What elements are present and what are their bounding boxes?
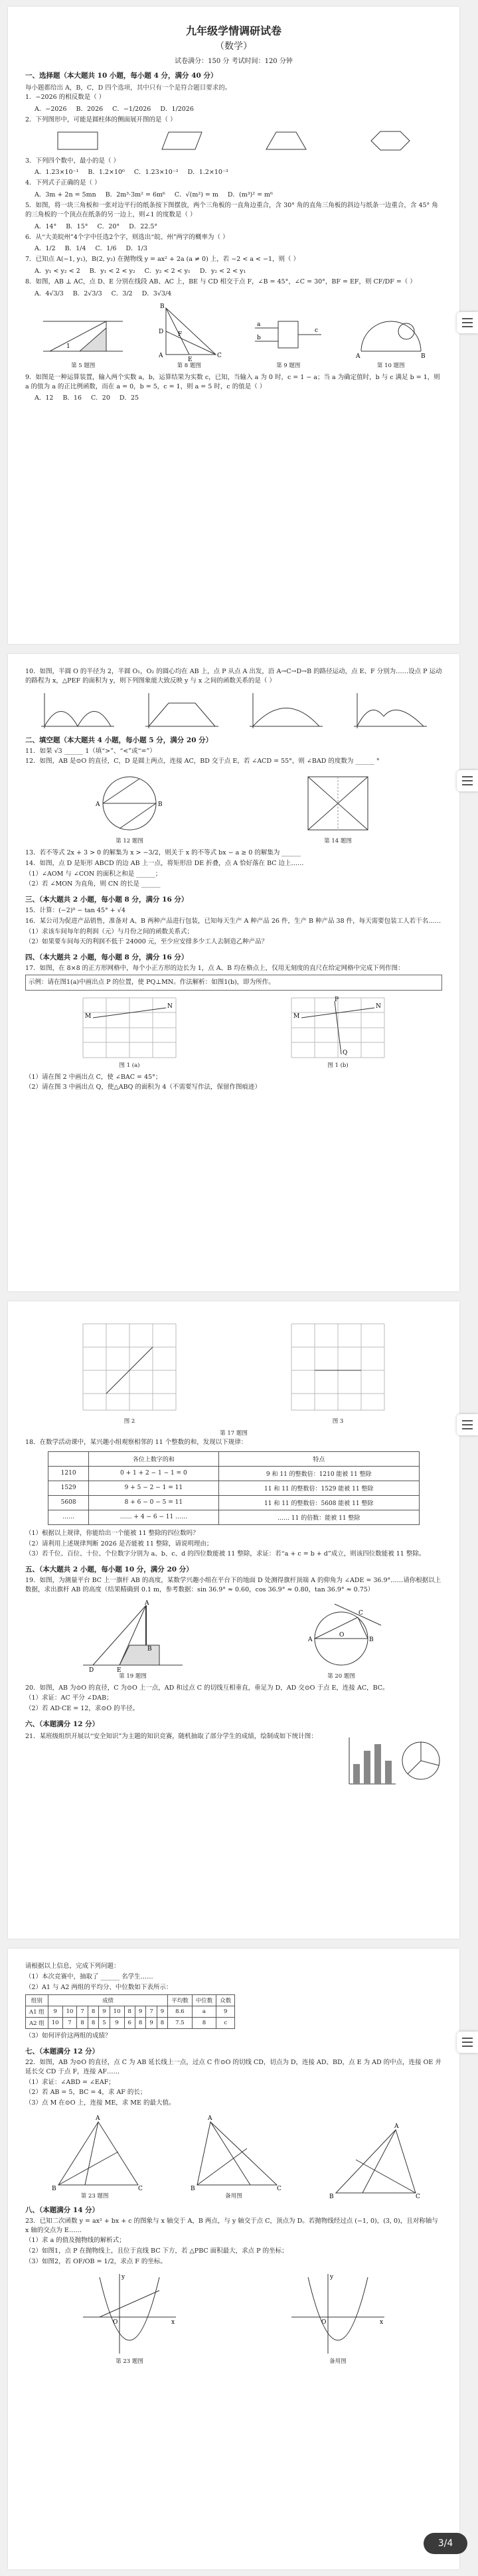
option: C．1.23×10⁻² — [133, 169, 179, 177]
svg-text:M: M — [85, 1012, 92, 1020]
semicircle-diagram — [355, 308, 428, 361]
question-6-options — [35, 243, 442, 252]
question-17-grids — [25, 1317, 442, 1425]
svg-text:B: B — [51, 2185, 56, 2192]
geometry-diagram — [45, 2112, 145, 2192]
table-cell: 8 — [192, 2018, 216, 2029]
svg-text:O: O — [113, 2318, 118, 2326]
question-4-options — [35, 189, 442, 199]
figure-1b — [288, 995, 388, 1069]
svg-text:B: B — [420, 353, 426, 360]
figure-caption: 第 5 题图 — [71, 362, 96, 369]
table-header-cell — [48, 1451, 89, 1466]
option: B．2√3/3 — [72, 289, 102, 297]
svg-text:D: D — [158, 328, 163, 335]
question-18-part-1: （1）根据以上规律，你能给出一个能被 11 整除的四位数吗？ — [25, 1529, 199, 1537]
table-cell: 7 — [62, 2018, 77, 2029]
exam-title: 九年级学情调研试卷 — [185, 25, 281, 37]
table-header-cell: 平均数 — [168, 1995, 193, 2006]
grid-diagram — [288, 995, 388, 1061]
table-cell: 7 — [77, 2006, 88, 2018]
question-9: 9．如图是一种运算装置，输入两个实数 a，b，运算结果为实数 c，已知，当输入 a 为 0 时，c = 1 − a；当 a 为确定值时，b 与 c 满足 b = 1，则 a 的值为 a 的正比例函数，而在 a = 0，b = 5，c = 1，则 a = 5 时，c 的值是（ ） — [25, 373, 440, 390]
hamburger-menu-icon — [462, 1424, 473, 1425]
question-18-part-2: （2）请利用上述规律判断 2026 是否能被 11 整除，请说明理由； — [25, 1540, 213, 1548]
section-4-heading: 四、（本大题共 2 小题，每小题 8 分，满分 16 分） — [25, 953, 189, 962]
question-18-table — [48, 1451, 420, 1525]
svg-text:E: E — [187, 356, 193, 361]
table-row — [48, 1495, 420, 1510]
question-23-part-2: （2）如图1，点 P 在抛物线上，且位于直线 BC 下方，若 △PBC 面积最大，求点 P 的坐标； — [25, 2247, 288, 2255]
page-2 — [8, 654, 459, 1291]
question-21-continued: 请根据以上信息，完成下列问题： — [25, 1963, 120, 1970]
triangle-diagram — [156, 301, 222, 361]
table-cell: 9 — [146, 2018, 157, 2029]
option: A．1/2 — [35, 245, 56, 253]
question-16-part-2: （2）如果要车间每天的利润不低于 24000 元，至少应安排多少工人去制造乙种产品？ — [25, 938, 268, 946]
table-row — [48, 1510, 420, 1524]
table-cell: 9 — [48, 2006, 62, 2018]
svg-text:y: y — [121, 2273, 125, 2281]
svg-text:O: O — [339, 1631, 345, 1639]
question-21-table — [25, 1994, 235, 2029]
table-cell: 7.5 — [168, 2018, 193, 2029]
table-cell: c — [216, 2018, 235, 2029]
question-21-part-3: （3）如何评价这两组的成绩？ — [25, 2032, 112, 2040]
page-1-figures — [25, 301, 442, 369]
svg-text:A: A — [207, 2115, 212, 2122]
figure-caption: 图 2 — [123, 1418, 135, 1425]
flagpole-diagram — [80, 1599, 186, 1672]
question-6: 6．从“大美皖州”4个字中任选2个字，则选出“皖、州”两字的概率为（ ） — [25, 233, 229, 241]
section-1-heading: 一、选择题（本大题共 10 小题，每小题 4 分，满分 40 分） — [25, 72, 218, 80]
question-15: 15．计算：(−2)⁰ − tan 45° + √4 — [25, 907, 125, 915]
grid-diagram — [285, 1317, 391, 1417]
question-16: 16．某公司为促进产品销售，准备对 A、B 两种产品进行包装，已知每天生产 A 种产品 26 件，生产 B 种产品 38 件，每天需要包装工人若干名…… — [25, 917, 441, 925]
svg-text:y: y — [330, 2273, 334, 2281]
figure-caption: 第 14 题图 — [324, 838, 352, 845]
question-23-part-3: （3）如图2，若 OF/OB = 1/2，求点 F 的坐标。 — [25, 2257, 167, 2265]
question-14-part-1: （1）∠AOM 与 ∠CON 的面积之和是 ______； — [25, 870, 162, 878]
section-2-heading: 二、填空题（本大题共 4 小题，每小题 5 分，满分 20 分） — [25, 736, 213, 744]
option: A．12 — [35, 394, 54, 402]
figure-caption: 第 23 题图 — [80, 2192, 109, 2200]
hexagon-shape — [367, 129, 414, 153]
page-indicator[interactable]: 3/4 — [424, 2533, 467, 2554]
svg-text:C: C — [416, 2193, 421, 2200]
figure-caption: 图 1 (b) — [327, 1062, 349, 1069]
option: C．20 — [91, 394, 110, 402]
figure-caption: 第 19 题图 — [119, 1672, 147, 1680]
table-cell: 8.6 — [168, 2006, 193, 2018]
svg-text:A: A — [145, 1599, 149, 1607]
question-22-part-2: （2）若 AB = 5，BC = 4，求 AF 的长； — [25, 2089, 147, 2097]
svg-text:N: N — [376, 1003, 381, 1010]
section-5-heading: 五、（本大题共 2 小题，每小题 10 分，满分 20 分） — [25, 1566, 193, 1574]
circle-diagram — [93, 770, 166, 837]
question-23-figures — [25, 2271, 442, 2365]
option: B．y₁ < 2 < y₂ — [89, 268, 135, 276]
svg-text:x: x — [380, 2318, 384, 2326]
parabola-graph — [80, 2271, 179, 2357]
question-13: 13．若不等式 2x + 3 > 0 的解集为 x > −3/2，则关于 x 的不等式 bx − a ≥ 0 的解集为 ______ — [25, 849, 301, 857]
question-17-example-box: 示例：请在图1(a)中画出点 P 的位置，使 PQ⊥MN。作法解析：如图1(b)，即为所作。 — [25, 975, 442, 991]
option: B．1.2×10⁰ — [88, 169, 125, 177]
question-14-part-2: （2）若 ∠MON 为直角，则 CN 的长是 ______ — [25, 880, 161, 888]
statistics-charts-graphic — [343, 1731, 442, 1791]
question-2-figures — [25, 129, 442, 153]
geometry-diagram — [323, 2120, 422, 2200]
grid-diagram — [76, 1317, 183, 1417]
option: A．y₁ < y₂ < 2 — [35, 268, 80, 276]
question-21-block — [25, 1731, 442, 1791]
option: C．20° — [97, 222, 120, 230]
figure-23-spare — [288, 2271, 388, 2365]
question-4: 4．下列式子正确的是（ ） — [25, 179, 101, 187]
hamburger-menu-icon — [462, 2042, 473, 2043]
hamburger-menu-icon — [462, 1420, 473, 1421]
table-cell: …… + 4 − 6 − 11 …… — [89, 1510, 218, 1524]
question-7-options — [35, 266, 442, 275]
question-5: 5．如图，将一块三角板和一张对边平行的纸条按下图摆放，两个三角板的一直角边重合，含 30° 角的直角三角板的斜边与纸条一边重合，含 45° 角的三角板的一个顶点在纸条的另一边上，则∠1 的度数是（ ） — [25, 202, 438, 218]
machine-diagram — [252, 308, 325, 361]
option: D．1/2026 — [160, 105, 194, 113]
svg-text:B: B — [329, 2193, 334, 2200]
svg-text:N: N — [167, 1003, 173, 1010]
question-11: 11．如果 √3 ______ 1（填“>”、“<”或“=”） — [25, 747, 156, 755]
hamburger-menu-icon — [462, 776, 473, 777]
side-menu-tab-2[interactable] — [457, 770, 478, 791]
table-cell: 9 — [99, 2006, 110, 2018]
hamburger-menu-icon — [462, 784, 473, 785]
figure-q5 — [40, 308, 126, 369]
page-1 — [8, 7, 459, 644]
option: D．(m³)² = m⁶ — [227, 191, 273, 199]
figure-q14 — [301, 770, 374, 845]
figure-caption: 第 17 题图 — [220, 1430, 248, 1437]
hamburger-menu-icon — [462, 318, 473, 319]
table-header-cell: 成绩 — [48, 1995, 167, 2006]
svg-text:A: A — [158, 352, 163, 359]
triangle-ruler-diagram — [40, 308, 126, 361]
table-cell: …… 11 的倍数：能被 11 整除 — [218, 1510, 420, 1524]
circle-tangent-diagram — [295, 1599, 388, 1672]
option: B．1/4 — [64, 245, 86, 253]
table-cell: 9 — [110, 2018, 124, 2029]
graph-option-a — [38, 690, 118, 730]
option: B．15° — [66, 222, 88, 230]
table-cell: 8 — [77, 2018, 88, 2029]
question-1-options — [35, 104, 442, 113]
figure-22-1 — [45, 2112, 145, 2200]
svg-text:C: C — [137, 2185, 143, 2192]
question-22-figures — [25, 2112, 442, 2200]
table-cell: 8 — [88, 2006, 98, 2018]
graph-option-c — [246, 690, 326, 730]
svg-text:a: a — [257, 321, 261, 328]
option: C．1/6 — [95, 245, 117, 253]
svg-text:c: c — [315, 327, 319, 334]
table-cell: 11 和 11 的整数倍：5608 能被 11 整除 — [218, 1495, 420, 1510]
question-23: 23．已知二次函数 y = ax² + bx + c 的图象与 x 轴交于 A，B 两点，与 y 轴交于点 C，顶点为 D。若抛物线经过点 (−1, 0)，(3, 0)，且对称轴与 x 轴的交点为 E…… — [25, 2217, 438, 2234]
figure-caption: 图 1 (a) — [119, 1062, 140, 1069]
table-cell: A1 组 — [26, 2006, 48, 2018]
table-cell: 5608 — [48, 1495, 89, 1510]
question-20-part-1: （1）求证：AC 平分 ∠DAB； — [25, 1694, 113, 1702]
figure-caption: 图 3 — [332, 1418, 344, 1425]
hamburger-menu-icon — [462, 326, 473, 327]
question-3-options — [35, 167, 442, 176]
exam-subtitle: （数学） — [215, 41, 252, 52]
figure-q8 — [156, 301, 222, 369]
svg-text:D: D — [89, 1666, 94, 1672]
question-17-example-figures — [25, 995, 442, 1069]
table-cell: A2 组 — [26, 2018, 48, 2029]
page-3-figures — [25, 1599, 442, 1680]
svg-text:F: F — [177, 331, 182, 338]
section-1-note: 每小题都给出 A，B，C，D 四个选项，其中只有一个是符合题目要求的。 — [25, 84, 232, 92]
svg-text:B: B — [159, 303, 165, 310]
svg-text:P: P — [335, 996, 339, 1003]
option: C．y₂ < 2 < y₁ — [144, 268, 191, 276]
table-row — [26, 2018, 235, 2029]
figure-2 — [76, 1317, 183, 1425]
question-7: 7．已知点 A(−1, y₁)，B(2, y₂) 在抛物线 y = ax² + 2a (a ≠ 0) 上，若 −2 < a < −1，则（ ） — [25, 256, 300, 264]
svg-text:A: A — [308, 1636, 313, 1643]
hamburger-menu-icon — [462, 1428, 473, 1429]
svg-text:O: O — [321, 2318, 327, 2326]
question-23-part-1: （1）求 a 的值及抛物线的解析式； — [25, 2237, 125, 2245]
question-22: 22．如图，AB 为⊙O 的直径，点 C 为 AB 延长线上一点，过点 C 作⊙O 的切线 CD，切点为 D，连接 AD、BD，点 E 为 AD 的中点，连接 OE 并延长交 CD 于点 F，连接 AF…… — [25, 2059, 441, 2075]
table-cell: 1210 — [48, 1466, 89, 1481]
question-2: 2．下列图形中，可能是圆柱体的侧面展开图的是（ ） — [25, 116, 177, 123]
table-cell: 8 — [135, 2018, 145, 2029]
figure-q12 — [93, 770, 166, 845]
svg-text:C: C — [358, 1609, 363, 1617]
option: D．1/3 — [125, 245, 147, 253]
figure-caption: 第 12 题图 — [116, 838, 143, 845]
side-menu-tab-4[interactable] — [457, 2032, 478, 2053]
figure-caption: 第 9 题图 — [276, 362, 301, 369]
trapezoid-shape — [263, 129, 309, 153]
svg-text:C: C — [216, 352, 222, 359]
rectangle-fold-diagram — [301, 770, 374, 837]
table-cell: 6 — [124, 2018, 135, 2029]
table-cell: a — [192, 2006, 216, 2018]
table-header-cell: 中位数 — [192, 1995, 216, 2006]
table-cell: 10 — [48, 2018, 62, 2029]
figure-q10-preview — [355, 308, 428, 369]
table-cell: 0 + 1 + 2 − 1 − 1 = 0 — [89, 1466, 218, 1481]
hamburger-menu-icon — [462, 780, 473, 781]
question-16-part-1: （1）求该车间每年的利润（元）与月份之间的函数关系式； — [25, 927, 194, 935]
option: A．−2026 — [35, 105, 67, 113]
svg-text:E: E — [117, 1666, 121, 1672]
question-8: 8．如图，AB ⊥ AC，点 D、E 分别在线段 AB、AC 上，BE 与 CD 相交于点 F，∠B = 45°，∠C = 30°，BF = EF，则 CF/DF =（ ） — [25, 278, 416, 286]
hamburger-menu-icon — [462, 322, 473, 323]
hamburger-menu-icon — [462, 2046, 473, 2047]
option: C．3/2 — [111, 289, 133, 297]
figure-q19 — [80, 1599, 186, 1680]
question-18-part-3: （3）若千位、百位、十位、个位数字分别为 a、b、c、d 的四位数能被 11 整除，求证：若“a + c = b + d”成立，则该四位数能被 11 整除。 — [25, 1550, 426, 1558]
question-21-part-2: （2）A1 与 A2 两组的平均分、中位数如下表所示： — [25, 1983, 173, 1991]
table-cell: 8 — [157, 2018, 167, 2029]
figure-17-caption — [25, 1429, 442, 1437]
hamburger-menu-icon — [462, 2038, 473, 2039]
grid-diagram — [80, 995, 179, 1061]
table-cell: 10 — [62, 2006, 77, 2018]
table-header-cell: 特点 — [218, 1451, 420, 1466]
side-menu-tab-1[interactable] — [457, 312, 478, 333]
option: D．22.5° — [129, 222, 158, 230]
table-row — [26, 2006, 235, 2018]
table-row — [48, 1466, 420, 1481]
question-12: 12．如图，AB 是⊙O 的直径，C，D 是圆上两点，连接 AC，BD 交于点 E，若 ∠ACD = 55°，则 ∠BAD 的度数为 ______ ° — [25, 758, 380, 765]
question-9-options — [35, 392, 442, 402]
graph-option-d — [351, 690, 430, 730]
svg-text:Q: Q — [343, 1049, 348, 1056]
question-21-part-1: （1）本次竞赛中，抽取了 ______ 名学生…… — [25, 1972, 153, 1980]
svg-text:1: 1 — [66, 343, 70, 350]
section-3-heading: 三、（本大题共 2 小题，每小题 8 分，满分 16 分） — [25, 896, 189, 904]
question-18: 18．在数学活动课中，某兴趣小组观察相邻的 11 个整数的和，发现以下规律： — [25, 1439, 248, 1446]
figure-22-2 — [323, 2120, 422, 2200]
table-cell: 9 + 5 − 2 − 1 = 11 — [89, 1481, 218, 1495]
table-cell: 9 — [216, 2006, 235, 2018]
option: A．1.23×10⁻¹ — [35, 169, 79, 177]
exam-info: 试卷满分：150 分 考试时间：120 分钟 — [175, 58, 293, 65]
option: C．√(m²) = m — [174, 191, 218, 199]
option: D．3√3/4 — [141, 289, 172, 297]
table-cell: 9 — [135, 2006, 145, 2018]
table-cell: 9 和 11 的整数倍：1210 能被 11 整除 — [218, 1466, 420, 1481]
graph-option-b — [142, 690, 222, 730]
figure-q20 — [295, 1599, 388, 1680]
table-cell: 8 — [124, 2006, 135, 2018]
section-8-heading: 八、（本题满分 14 分） — [25, 2206, 100, 2214]
question-20: 20．如图，AB 为⊙O 的直径，C 为⊙O 上一点，AD 和过点 C 的切线互相垂直，垂足为 D，AD 交⊙O 于点 E，连接 AC，BC。 — [25, 1684, 389, 1692]
table-cell: …… — [48, 1510, 89, 1524]
question-22-part-1: （1）求证：∠ABD = ∠EAF； — [25, 2078, 115, 2086]
question-21: 21．某班级组织开展以“安全知识”为主题的知识竞赛，随机抽取了部分学生的成绩，绘制成如下统计图： — [25, 1732, 317, 1740]
option: B．2026 — [76, 105, 104, 113]
option: D．25 — [119, 394, 139, 402]
geometry-diagram — [184, 2112, 283, 2192]
parabola-graph — [288, 2271, 388, 2357]
question-17-part-2: （2）请在图 3 中画出点 Q，使△ABQ 的面积为 4（不需要写作法，保留作图痕迹） — [25, 1084, 261, 1091]
figure-caption: 备用图 — [225, 2192, 242, 2200]
figure-caption: 备用图 — [329, 2358, 347, 2365]
question-1: 1．−2026 的相反数是（ ） — [25, 94, 106, 101]
question-19: 19．如图，为测量平台 BC 上一旗杆 AB 的高度，某数学兴趣小组在平台下的地面 D 处测得旗杆顶端 A 的仰角为 ∠ADE = 36.9°……请你根据以上数据，求出旗杆 AB 的高度（结果精确到 0.1 m，参考数据：sin 36.9° ≈ 0.60，cos 36.9° ≈ 0.80，tan 36.9° ≈ 0.75） — [25, 1577, 441, 1593]
figure-caption: 第 20 题图 — [327, 1672, 355, 1680]
page-4 — [8, 1949, 459, 2569]
table-cell: 7 — [146, 2006, 157, 2018]
question-10-graphs — [25, 690, 442, 730]
table-cell: 1529 — [48, 1481, 89, 1495]
figure-3 — [285, 1317, 391, 1425]
table-cell: 8 + 6 − 0 − 5 = 11 — [89, 1495, 218, 1510]
parallelogram-shape — [159, 129, 205, 153]
page-2-figures — [25, 770, 442, 845]
option: A．4√3/3 — [35, 289, 64, 297]
table-cell: 9 — [157, 2006, 167, 2018]
option: D．1.2×10⁻³ — [187, 169, 228, 177]
svg-text:B: B — [147, 1645, 152, 1652]
svg-text:A: A — [95, 2115, 100, 2122]
figure-caption: 第 8 题图 — [177, 362, 201, 369]
question-3: 3．下列四个数中，最小的是（ ） — [25, 157, 120, 165]
svg-text:M: M — [293, 1012, 300, 1020]
svg-text:A: A — [355, 353, 360, 360]
table-cell: 5 — [99, 2018, 110, 2029]
figure-caption: 第 23 题图 — [116, 2358, 143, 2365]
svg-text:A: A — [394, 2123, 399, 2130]
table-header-row — [26, 1995, 235, 2006]
table-cell: 11 和 11 的整数倍：1529 能被 11 整除 — [218, 1481, 420, 1495]
option: B．16 — [62, 394, 82, 402]
table-cell: 8 — [88, 2018, 98, 2029]
figure-1a — [80, 995, 179, 1069]
option: D．y₂ < 2 < y₁ — [199, 268, 246, 276]
question-14: 14．如图，点 D 是矩形 ABCD 的边 AB 上一点，将矩形沿 DE 折叠，点 A 恰好落在 BC 边上…… — [25, 859, 304, 867]
question-5-options — [35, 221, 442, 230]
option: C．−1/2026 — [112, 105, 151, 113]
option: B．2m³·3m² = 6m⁶ — [105, 191, 165, 199]
question-17-part-1: （1）请在图 2 中画出点 C，使 ∠BAC = 45°； — [25, 1073, 162, 1081]
table-header-cell: 众数 — [216, 1995, 235, 2006]
rectangle-shape — [54, 129, 101, 153]
section-6-heading: 六、（本题满分 12 分） — [25, 1720, 100, 1728]
table-header-cell: 组别 — [26, 1995, 48, 2006]
question-8-options — [35, 288, 442, 297]
section-7-heading: 七、（本题满分 12 分） — [25, 2048, 100, 2056]
svg-text:C: C — [276, 2185, 281, 2192]
page-3 — [8, 1301, 459, 1939]
question-22-part-3: （3）点 M 在⊙O 上，连接 ME，求 ME 的最大值。 — [25, 2099, 175, 2107]
svg-text:A: A — [96, 801, 100, 809]
svg-text:B: B — [369, 1636, 374, 1643]
question-20-part-2: （2）若 AD·CE = 12，求⊙O 的半径。 — [25, 1705, 139, 1713]
svg-text:B: B — [190, 2185, 195, 2192]
svg-text:b: b — [257, 334, 262, 341]
figure-22-main — [184, 2112, 283, 2200]
table-header-cell: 各位上数字的和 — [89, 1451, 218, 1466]
side-menu-tab-3[interactable] — [457, 1414, 478, 1435]
svg-text:x: x — [171, 2318, 175, 2326]
option: A．3m + 2n = 5mn — [35, 191, 96, 199]
table-header-row — [48, 1451, 420, 1466]
table-row — [48, 1481, 420, 1495]
figure-caption: 第 10 题图 — [376, 362, 405, 369]
question-10: 10．如图，半圆 O 的半径为 2，半圆 O₁，O₂ 的圆心均在 AB 上，点 P 从点 A 出发，沿 A→C→D→B 的路径运动，点 E、F 分别为……设点 P 运动的路程为 x，△PEF 的面积为 y，则下列图象能大致反映 y 与 x 之间的函数关系的是（ ） — [25, 668, 442, 684]
figure-q9 — [252, 308, 325, 369]
question-17: 17．如图，在 8×8 的正方形网格中，每个小正方形的边长为 1，点 A、B 均在格点上，仅用无刻度的直尺在给定网格中完成下列作图： — [25, 965, 404, 973]
figure-23-main — [80, 2271, 179, 2365]
option: A．14° — [35, 222, 57, 230]
table-cell: 10 — [110, 2006, 124, 2018]
svg-text:B: B — [158, 801, 163, 809]
